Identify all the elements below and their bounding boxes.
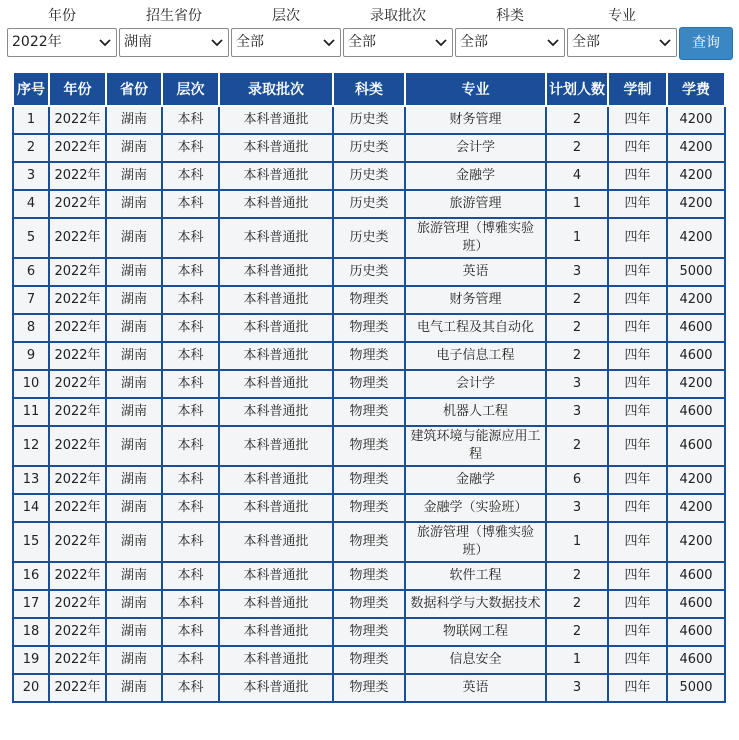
- cell-level: 本科: [162, 258, 219, 286]
- cell-province: 湖南: [106, 342, 162, 370]
- major-select[interactable]: [567, 28, 677, 57]
- cell-duration: 四年: [608, 466, 667, 494]
- chevron-down-icon: [659, 38, 671, 47]
- cell-major: 旅游管理: [405, 190, 546, 218]
- cell-index: 16: [13, 562, 49, 590]
- cell-year: 2022年: [49, 674, 106, 702]
- cell-level: 本科: [162, 494, 219, 522]
- cell-year: 2022年: [49, 258, 106, 286]
- cell-tuition: 4200: [667, 522, 725, 562]
- cell-province: 湖南: [106, 162, 162, 190]
- cell-tuition: 4200: [667, 494, 725, 522]
- cell-tuition: 4200: [667, 466, 725, 494]
- cell-plan-count: 2: [546, 562, 608, 590]
- cell-level: 本科: [162, 426, 219, 466]
- cell-index: 4: [13, 190, 49, 218]
- table-row: [13, 314, 725, 342]
- cell-duration: 四年: [608, 314, 667, 342]
- cell-duration: 四年: [608, 674, 667, 702]
- cell-subject: 历史类: [333, 106, 405, 134]
- cell-batch: 本科普通批: [219, 258, 333, 286]
- cell-subject: 历史类: [333, 258, 405, 286]
- cell-duration: 四年: [608, 286, 667, 314]
- cell-year: 2022年: [49, 426, 106, 466]
- filter-batch-label: 录取批次: [370, 8, 426, 24]
- cell-level: 本科: [162, 218, 219, 258]
- cell-plan-count: 6: [546, 466, 608, 494]
- cell-duration: 四年: [608, 190, 667, 218]
- cell-level: 本科: [162, 134, 219, 162]
- cell-duration: 四年: [608, 398, 667, 426]
- cell-subject: 物理类: [333, 426, 405, 466]
- cell-province: 湖南: [106, 106, 162, 134]
- cell-year: 2022年: [49, 218, 106, 258]
- cell-tuition: 4200: [667, 370, 725, 398]
- cell-tuition: 4600: [667, 618, 725, 646]
- cell-subject: 历史类: [333, 162, 405, 190]
- table-row: [13, 618, 725, 646]
- cell-level: 本科: [162, 106, 219, 134]
- cell-level: 本科: [162, 646, 219, 674]
- cell-tuition: 4600: [667, 562, 725, 590]
- cell-major: 旅游管理（博雅实验班）: [405, 218, 546, 258]
- cell-batch: 本科普通批: [219, 494, 333, 522]
- cell-duration: 四年: [608, 370, 667, 398]
- cell-subject: 物理类: [333, 646, 405, 674]
- cell-batch: 本科普通批: [219, 134, 333, 162]
- cell-major: 信息安全: [405, 646, 546, 674]
- cell-duration: 四年: [608, 562, 667, 590]
- cell-province: 湖南: [106, 370, 162, 398]
- cell-year: 2022年: [49, 314, 106, 342]
- cell-duration: 四年: [608, 646, 667, 674]
- cell-year: 2022年: [49, 162, 106, 190]
- cell-subject: 物理类: [333, 562, 405, 590]
- cell-plan-count: 2: [546, 590, 608, 618]
- cell-subject: 物理类: [333, 522, 405, 562]
- cell-level: 本科: [162, 674, 219, 702]
- cell-duration: 四年: [608, 590, 667, 618]
- cell-province: 湖南: [106, 590, 162, 618]
- cell-province: 湖南: [106, 286, 162, 314]
- cell-batch: 本科普通批: [219, 466, 333, 494]
- province-select[interactable]: [119, 28, 229, 57]
- filter-year: [7, 6, 117, 57]
- cell-major: 电子信息工程: [405, 342, 546, 370]
- query-button[interactable]: 查询: [679, 27, 733, 60]
- cell-level: 本科: [162, 562, 219, 590]
- cell-duration: 四年: [608, 426, 667, 466]
- cell-level: 本科: [162, 286, 219, 314]
- cell-province: 湖南: [106, 258, 162, 286]
- cell-index: 12: [13, 426, 49, 466]
- cell-subject: 物理类: [333, 494, 405, 522]
- cell-major: 旅游管理（博雅实验班）: [405, 522, 546, 562]
- cell-tuition: 4600: [667, 398, 725, 426]
- cell-plan-count: 2: [546, 342, 608, 370]
- cell-year: 2022年: [49, 370, 106, 398]
- cell-major: 会计学: [405, 370, 546, 398]
- cell-batch: 本科普通批: [219, 398, 333, 426]
- table-row: [13, 218, 725, 258]
- filter-year-label: 年份: [48, 8, 76, 24]
- cell-major: 财务管理: [405, 106, 546, 134]
- cell-province: 湖南: [106, 218, 162, 258]
- cell-province: 湖南: [106, 494, 162, 522]
- cell-index: 11: [13, 398, 49, 426]
- cell-tuition: 5000: [667, 674, 725, 702]
- cell-subject: 物理类: [333, 466, 405, 494]
- cell-major: 会计学: [405, 134, 546, 162]
- cell-batch: 本科普通批: [219, 618, 333, 646]
- cell-index: 18: [13, 618, 49, 646]
- table-row: [13, 522, 725, 562]
- cell-province: 湖南: [106, 134, 162, 162]
- column-header-province: 省份: [106, 72, 162, 106]
- cell-major: 电气工程及其自动化: [405, 314, 546, 342]
- cell-plan-count: 2: [546, 134, 608, 162]
- subject-select-value: 全部: [460, 34, 488, 50]
- filter-batch: [343, 6, 453, 57]
- cell-batch: 本科普通批: [219, 106, 333, 134]
- cell-index: 9: [13, 342, 49, 370]
- cell-plan-count: 3: [546, 398, 608, 426]
- cell-level: 本科: [162, 522, 219, 562]
- cell-major: 软件工程: [405, 562, 546, 590]
- cell-plan-count: 1: [546, 190, 608, 218]
- column-header-plan-count: 计划人数: [546, 72, 608, 106]
- cell-province: 湖南: [106, 314, 162, 342]
- column-header-tuition: 学费: [667, 72, 725, 106]
- table-row: [13, 590, 725, 618]
- chevron-down-icon: [323, 38, 335, 47]
- cell-index: 20: [13, 674, 49, 702]
- table-row: [13, 426, 725, 466]
- cell-subject: 物理类: [333, 286, 405, 314]
- cell-tuition: 4600: [667, 646, 725, 674]
- cell-province: 湖南: [106, 426, 162, 466]
- cell-tuition: 4200: [667, 106, 725, 134]
- cell-year: 2022年: [49, 646, 106, 674]
- batch-select[interactable]: [343, 28, 453, 57]
- cell-level: 本科: [162, 162, 219, 190]
- filter-subject-label: 科类: [496, 8, 524, 24]
- cell-province: 湖南: [106, 466, 162, 494]
- cell-major: 金融学: [405, 466, 546, 494]
- cell-plan-count: 3: [546, 258, 608, 286]
- cell-plan-count: 2: [546, 106, 608, 134]
- cell-province: 湖南: [106, 618, 162, 646]
- cell-index: 14: [13, 494, 49, 522]
- cell-level: 本科: [162, 466, 219, 494]
- cell-major: 物联网工程: [405, 618, 546, 646]
- level-select-value: 全部: [236, 34, 264, 50]
- cell-duration: 四年: [608, 522, 667, 562]
- cell-subject: 历史类: [333, 190, 405, 218]
- cell-index: 7: [13, 286, 49, 314]
- cell-major: 数据科学与大数据技术: [405, 590, 546, 618]
- filter-level-label: 层次: [272, 8, 300, 24]
- cell-batch: 本科普通批: [219, 522, 333, 562]
- cell-index: 1: [13, 106, 49, 134]
- cell-batch: 本科普通批: [219, 314, 333, 342]
- cell-year: 2022年: [49, 522, 106, 562]
- cell-plan-count: 3: [546, 494, 608, 522]
- cell-index: 5: [13, 218, 49, 258]
- column-header-year: 年份: [49, 72, 106, 106]
- cell-duration: 四年: [608, 258, 667, 286]
- cell-index: 10: [13, 370, 49, 398]
- cell-batch: 本科普通批: [219, 562, 333, 590]
- table-row: [13, 134, 725, 162]
- province-select-value: 湖南: [124, 34, 152, 50]
- cell-subject: 物理类: [333, 398, 405, 426]
- table-row: [13, 106, 725, 134]
- chevron-down-icon: [435, 38, 447, 47]
- cell-subject: 历史类: [333, 134, 405, 162]
- cell-level: 本科: [162, 590, 219, 618]
- cell-level: 本科: [162, 342, 219, 370]
- cell-batch: 本科普通批: [219, 342, 333, 370]
- cell-index: 6: [13, 258, 49, 286]
- cell-level: 本科: [162, 190, 219, 218]
- table-row: [13, 286, 725, 314]
- cell-year: 2022年: [49, 106, 106, 134]
- cell-tuition: 4600: [667, 590, 725, 618]
- year-select-value: 2022年: [12, 34, 62, 50]
- column-header-index: 序号: [13, 72, 49, 106]
- cell-batch: 本科普通批: [219, 674, 333, 702]
- cell-duration: 四年: [608, 618, 667, 646]
- cell-duration: 四年: [608, 134, 667, 162]
- filter-bar: [0, 0, 739, 68]
- cell-index: 8: [13, 314, 49, 342]
- cell-major: 金融学: [405, 162, 546, 190]
- cell-year: 2022年: [49, 190, 106, 218]
- cell-duration: 四年: [608, 494, 667, 522]
- batch-select-value: 全部: [348, 34, 376, 50]
- cell-major: 机器人工程: [405, 398, 546, 426]
- cell-duration: 四年: [608, 162, 667, 190]
- cell-plan-count: 2: [546, 618, 608, 646]
- cell-subject: 物理类: [333, 590, 405, 618]
- table-row: [13, 494, 725, 522]
- cell-plan-count: 4: [546, 162, 608, 190]
- cell-subject: 物理类: [333, 618, 405, 646]
- table-row: [13, 342, 725, 370]
- subject-select[interactable]: [455, 28, 565, 57]
- cell-index: 19: [13, 646, 49, 674]
- cell-subject: 物理类: [333, 674, 405, 702]
- cell-index: 13: [13, 466, 49, 494]
- cell-batch: 本科普通批: [219, 190, 333, 218]
- cell-tuition: 4200: [667, 162, 725, 190]
- cell-index: 3: [13, 162, 49, 190]
- table-row: [13, 162, 725, 190]
- cell-plan-count: 1: [546, 646, 608, 674]
- filter-major: [567, 6, 677, 57]
- cell-major: 金融学（实验班）: [405, 494, 546, 522]
- table-row: [13, 674, 725, 702]
- table-body: [13, 106, 725, 702]
- cell-year: 2022年: [49, 562, 106, 590]
- cell-province: 湖南: [106, 522, 162, 562]
- table-row: [13, 370, 725, 398]
- chevron-down-icon: [547, 38, 559, 47]
- cell-province: 湖南: [106, 190, 162, 218]
- chevron-down-icon: [211, 38, 223, 47]
- year-select[interactable]: [7, 28, 117, 57]
- header-row: [13, 72, 725, 106]
- table-row: [13, 398, 725, 426]
- admission-plan-table: [12, 71, 726, 703]
- cell-index: 17: [13, 590, 49, 618]
- cell-major: 财务管理: [405, 286, 546, 314]
- cell-year: 2022年: [49, 286, 106, 314]
- cell-subject: 物理类: [333, 314, 405, 342]
- cell-batch: 本科普通批: [219, 590, 333, 618]
- cell-batch: 本科普通批: [219, 426, 333, 466]
- table-row: [13, 258, 725, 286]
- cell-index: 15: [13, 522, 49, 562]
- cell-tuition: 4200: [667, 286, 725, 314]
- cell-duration: 四年: [608, 106, 667, 134]
- cell-plan-count: 2: [546, 286, 608, 314]
- cell-year: 2022年: [49, 466, 106, 494]
- cell-batch: 本科普通批: [219, 218, 333, 258]
- level-select[interactable]: [231, 28, 341, 57]
- cell-tuition: 4600: [667, 314, 725, 342]
- cell-plan-count: 3: [546, 370, 608, 398]
- cell-plan-count: 3: [546, 674, 608, 702]
- column-header-level: 层次: [162, 72, 219, 106]
- cell-province: 湖南: [106, 562, 162, 590]
- table-row: [13, 190, 725, 218]
- cell-batch: 本科普通批: [219, 646, 333, 674]
- cell-duration: 四年: [608, 218, 667, 258]
- filter-subject: [455, 6, 565, 57]
- filter-province: [119, 6, 229, 57]
- cell-batch: 本科普通批: [219, 370, 333, 398]
- column-header-major: 专业: [405, 72, 546, 106]
- cell-year: 2022年: [49, 342, 106, 370]
- cell-subject: 物理类: [333, 342, 405, 370]
- major-select-value: 全部: [572, 34, 600, 50]
- cell-province: 湖南: [106, 646, 162, 674]
- chevron-down-icon: [99, 38, 111, 47]
- cell-province: 湖南: [106, 674, 162, 702]
- cell-major: 英语: [405, 674, 546, 702]
- cell-province: 湖南: [106, 398, 162, 426]
- cell-year: 2022年: [49, 590, 106, 618]
- filter-province-label: 招生省份: [146, 8, 202, 24]
- cell-subject: 物理类: [333, 370, 405, 398]
- cell-index: 2: [13, 134, 49, 162]
- cell-level: 本科: [162, 398, 219, 426]
- cell-tuition: 4200: [667, 218, 725, 258]
- column-header-subject: 科类: [333, 72, 405, 106]
- cell-level: 本科: [162, 314, 219, 342]
- cell-tuition: 4200: [667, 190, 725, 218]
- cell-tuition: 4600: [667, 342, 725, 370]
- cell-batch: 本科普通批: [219, 162, 333, 190]
- filter-major-label: 专业: [608, 8, 636, 24]
- cell-plan-count: 2: [546, 314, 608, 342]
- cell-duration: 四年: [608, 342, 667, 370]
- cell-year: 2022年: [49, 398, 106, 426]
- table-row: [13, 646, 725, 674]
- cell-tuition: 4600: [667, 426, 725, 466]
- cell-major: 建筑环境与能源应用工程: [405, 426, 546, 466]
- table-row: [13, 562, 725, 590]
- cell-level: 本科: [162, 618, 219, 646]
- cell-batch: 本科普通批: [219, 286, 333, 314]
- cell-year: 2022年: [49, 494, 106, 522]
- cell-tuition: 5000: [667, 258, 725, 286]
- cell-plan-count: 1: [546, 522, 608, 562]
- table-header: [13, 72, 725, 106]
- cell-plan-count: 1: [546, 218, 608, 258]
- column-header-batch: 录取批次: [219, 72, 333, 106]
- filter-level: [231, 6, 341, 57]
- cell-year: 2022年: [49, 134, 106, 162]
- cell-plan-count: 2: [546, 426, 608, 466]
- column-header-duration: 学制: [608, 72, 667, 106]
- cell-level: 本科: [162, 370, 219, 398]
- cell-major: 英语: [405, 258, 546, 286]
- cell-subject: 历史类: [333, 218, 405, 258]
- cell-year: 2022年: [49, 618, 106, 646]
- cell-tuition: 4200: [667, 134, 725, 162]
- table-row: [13, 466, 725, 494]
